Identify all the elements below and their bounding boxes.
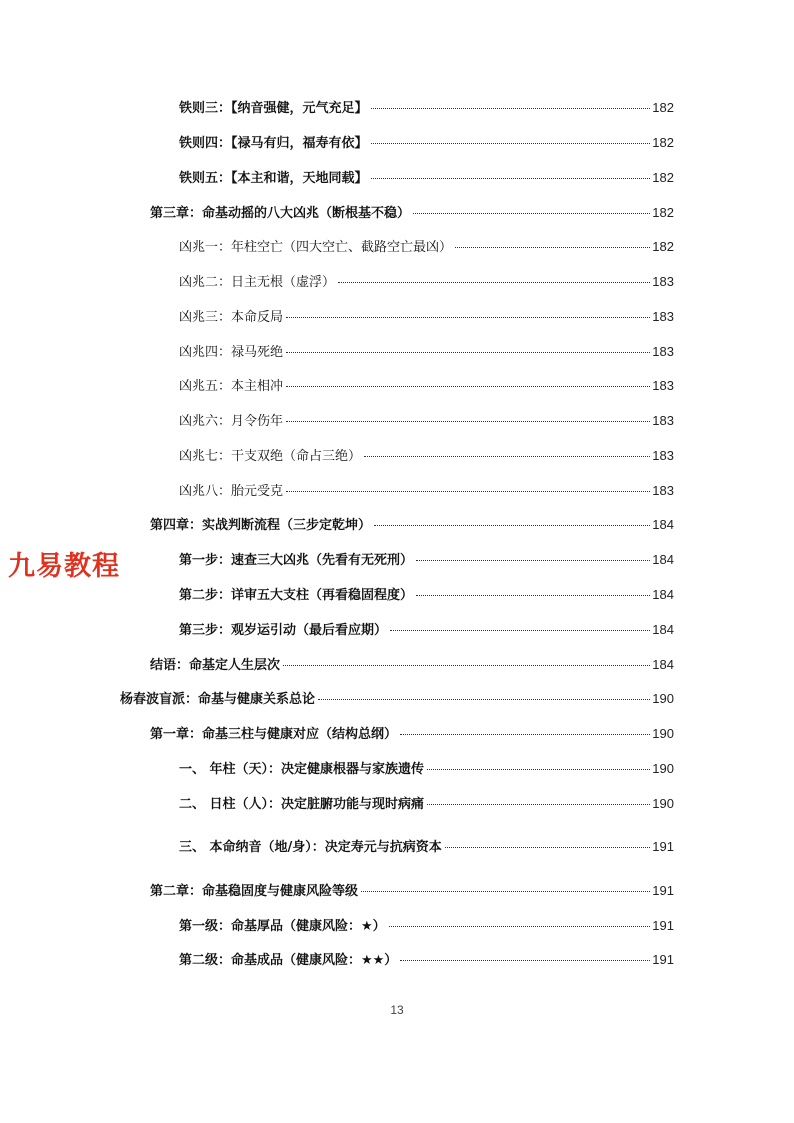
toc-entry-page: 191: [652, 883, 674, 898]
dot-leader: [416, 560, 650, 561]
toc-entry[interactable]: [179, 917, 674, 935]
toc-entry-page: 184: [652, 657, 674, 672]
dot-leader: [413, 213, 650, 214]
dot-leader: [318, 699, 650, 700]
toc-entry-page: 183: [652, 483, 674, 498]
page-number: 13: [390, 1003, 404, 1017]
dot-leader: [371, 108, 651, 109]
toc-entry[interactable]: [179, 134, 674, 152]
watermark: 九易教程: [8, 551, 120, 582]
toc-entry-page: 190: [652, 796, 674, 811]
toc-entry[interactable]: [179, 951, 674, 969]
toc-entry[interactable]: [179, 169, 674, 187]
toc-entry-page: 182: [652, 170, 674, 185]
toc-entry[interactable]: [179, 273, 674, 291]
toc-entry-label: 铁则四：【禄马有归，福寿有依】: [179, 136, 368, 151]
dot-leader: [427, 804, 650, 805]
toc-entry-page: 183: [652, 309, 674, 324]
toc-entry-page: 183: [652, 344, 674, 359]
toc-entry-label: 第一级：命基厚品（健康风险：★）: [179, 919, 386, 934]
dot-leader: [361, 891, 650, 892]
toc-entry-label: 杨春波盲派：命基与健康关系总论: [120, 692, 316, 707]
toc-entry-page: 184: [652, 517, 674, 532]
toc-entry[interactable]: [179, 551, 674, 569]
toc-entry-page: 182: [652, 239, 674, 254]
toc-entry-page: 191: [652, 839, 674, 854]
dot-leader: [390, 630, 650, 631]
toc-entry[interactable]: [179, 447, 674, 465]
toc-entry-label: 凶兆三：本命反局: [179, 310, 284, 325]
toc-entry[interactable]: [179, 795, 674, 813]
toc-entry-page: 182: [652, 135, 674, 150]
toc-entry[interactable]: [150, 725, 674, 743]
toc-entry[interactable]: [150, 204, 674, 222]
toc-entry-label: 凶兆七：干支双绝（命占三绝）: [179, 449, 362, 464]
dot-leader: [364, 456, 650, 457]
toc-entry-label: 凶兆六：月令伤年: [179, 414, 284, 429]
dot-leader: [286, 421, 650, 422]
dot-leader: [371, 143, 651, 144]
toc-entry[interactable]: [150, 656, 674, 674]
toc-entry[interactable]: [179, 586, 674, 604]
toc-entry-label: 结语：命基定人生层次: [150, 658, 281, 673]
toc-entry-page: 182: [652, 100, 674, 115]
toc-entry-page: 184: [652, 622, 674, 637]
toc-entry-page: 183: [652, 274, 674, 289]
dot-leader: [389, 926, 651, 927]
toc-entry-label: 凶兆八：胎元受克: [179, 484, 284, 499]
dot-leader: [400, 960, 650, 961]
dot-leader: [371, 178, 651, 179]
toc-entry-page: 190: [652, 691, 674, 706]
toc-entry[interactable]: [150, 882, 674, 900]
toc-entry-page: 184: [652, 552, 674, 567]
toc-entry[interactable]: [179, 838, 674, 856]
dot-leader: [286, 491, 650, 492]
toc-entry[interactable]: [179, 621, 674, 639]
toc-entry-page: 191: [652, 952, 674, 967]
toc-entry-label: 第一步：速查三大凶兆（先看有无死刑）: [179, 553, 414, 568]
toc-entry-page: 190: [652, 761, 674, 776]
dot-leader: [427, 769, 650, 770]
toc-entry[interactable]: [179, 99, 674, 117]
toc-entry[interactable]: [179, 343, 674, 361]
toc-entry-page: 191: [652, 918, 674, 933]
dot-leader: [374, 525, 650, 526]
toc-entry[interactable]: [179, 760, 674, 778]
toc-entry-label: 第二章：命基稳固度与健康风险等级: [150, 884, 359, 899]
toc-entry-label: 一、 年柱（天）：决定健康根器与家族遗传: [179, 762, 425, 777]
toc-entry-page: 182: [652, 205, 674, 220]
dot-leader: [445, 847, 651, 848]
toc-entry[interactable]: [179, 412, 674, 430]
dot-leader: [286, 386, 650, 387]
toc-entry-page: 183: [652, 448, 674, 463]
toc-entry-page: 183: [652, 413, 674, 428]
toc-entry-label: 第三章：命基动摇的八大凶兆（断根基不稳）: [150, 206, 411, 221]
dot-leader: [416, 595, 650, 596]
toc-entry-label: 凶兆一：年柱空亡（四大空亡、截路空亡最凶）: [179, 240, 453, 255]
toc-entry-label: 第二步：详审五大支柱（再看稳固程度）: [179, 588, 414, 603]
dot-leader: [286, 352, 650, 353]
toc-entry-label: 铁则三：【纳音强健，元气充足】: [179, 101, 368, 116]
toc-entry[interactable]: [179, 238, 674, 256]
toc-entry-label: 凶兆五：本主相冲: [179, 379, 284, 394]
toc-entry-label: 第四章：实战判断流程（三步定乾坤）: [150, 518, 372, 533]
toc-entry-label: 凶兆二：日主无根（虚浮）: [179, 275, 336, 290]
toc-entry-label: 第一章：命基三柱与健康对应（结构总纲）: [150, 727, 398, 742]
toc-entry-label: 凶兆四：禄马死绝: [179, 345, 284, 360]
toc-entry[interactable]: [179, 377, 674, 395]
dot-leader: [455, 247, 650, 248]
toc-entry[interactable]: [179, 482, 674, 500]
toc-entry-label: 铁则五：【本主和谐，天地同载】: [179, 171, 368, 186]
toc-entry[interactable]: [179, 308, 674, 326]
toc-entry[interactable]: [150, 516, 674, 534]
toc-entry[interactable]: [120, 690, 674, 708]
dot-leader: [283, 665, 650, 666]
toc-entry-page: 183: [652, 378, 674, 393]
toc-entry-page: 184: [652, 587, 674, 602]
dot-leader: [400, 734, 650, 735]
dot-leader: [338, 282, 650, 283]
toc-entry-label: 第二级：命基成品（健康风险：★★）: [179, 953, 398, 968]
toc-entry-page: 190: [652, 726, 674, 741]
toc-entry-label: 二、 日柱（人）：决定脏腑功能与现时病痛: [179, 797, 425, 812]
toc-entry-label: 三、 本命纳音（地/身）：决定寿元与抗病资本: [179, 840, 442, 855]
dot-leader: [286, 317, 650, 318]
toc-entry-label: 第三步：观岁运引动（最后看应期）: [179, 623, 388, 638]
